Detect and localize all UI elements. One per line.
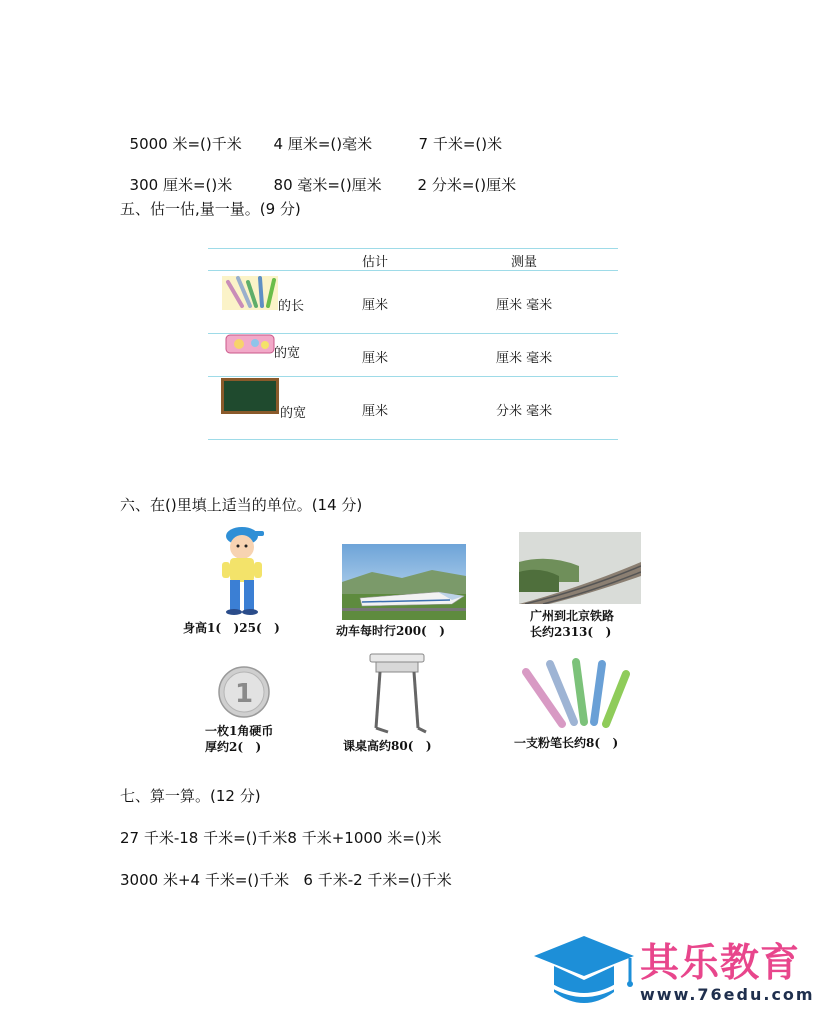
graduation-cap-logo-icon xyxy=(532,934,636,1008)
estimate-measure-table xyxy=(208,248,618,440)
boy-illustration xyxy=(218,522,268,616)
logo-name: 其乐教育 xyxy=(640,941,801,986)
railway-photo xyxy=(519,532,641,604)
bullet-train-photo xyxy=(342,544,466,620)
conversion-item: 4 厘米=()毫米 xyxy=(273,135,373,153)
row-2-object-label: 的宽 xyxy=(274,346,301,361)
section-7-title: 七、算一算。(12 分) xyxy=(120,787,261,805)
section-5-title: 五、估一估,量一量。(9 分) xyxy=(120,200,301,218)
row-1-measure: 厘米 毫米 xyxy=(496,298,553,313)
table-rule xyxy=(208,270,618,271)
row-3-estimate: 厘米 xyxy=(362,404,389,419)
desk-illustration xyxy=(366,652,428,736)
row-1-estimate: 厘米 xyxy=(362,298,389,313)
caption-chalk: 一支粉笔长约8( ) xyxy=(514,736,619,750)
caption-coin: 一枚1角硬币 厚约2( ) xyxy=(205,724,274,754)
table-rule xyxy=(208,248,618,249)
row-2-estimate: 厘米 xyxy=(362,351,389,366)
row-1-object-label: 的长 xyxy=(278,299,305,314)
conversion-item: 300 厘米=()米 xyxy=(129,176,233,194)
chalk-sticks-illustration xyxy=(520,656,632,728)
caption-train: 动车每时行200( ) xyxy=(336,624,445,638)
caption-railway: 广州到北京铁路 长约2313( ) xyxy=(530,609,615,639)
calc-line-1: 27 千米-18 千米=()千米8 千米+1000 米=()米 xyxy=(120,829,442,847)
conversion-item: 7 千米=()米 xyxy=(418,135,503,153)
conversion-item: 2 分米=()厘米 xyxy=(417,176,517,194)
logo-url[interactable]: www.76edu.com xyxy=(640,985,815,1004)
coin-illustration xyxy=(218,666,270,718)
chalk-sticks-icon xyxy=(222,272,278,310)
caption-height: 身高1( )25( ) xyxy=(183,621,280,635)
conversion-item: 5000 米=()千米 xyxy=(129,135,242,153)
header-estimate: 估计 xyxy=(362,255,389,270)
table-rule xyxy=(208,439,618,440)
conversion-row-1 xyxy=(120,115,502,154)
header-measure: 测量 xyxy=(511,255,538,270)
blackboard-icon xyxy=(220,377,280,415)
row-2-measure: 厘米 毫米 xyxy=(496,351,553,366)
section-6-title: 六、在()里填上适当的单位。(14 分) xyxy=(120,496,363,514)
pencil-case-icon xyxy=(225,333,275,355)
caption-desk: 课桌高约80( ) xyxy=(343,739,432,753)
row-3-measure: 分米 毫米 xyxy=(496,404,553,419)
calc-line-2: 3000 米+4 千米=()千米 6 千米-2 千米=()千米 xyxy=(120,871,452,889)
conversion-row-2 xyxy=(120,156,516,195)
conversion-item: 80 毫米=()厘米 xyxy=(273,176,382,194)
row-3-object-label: 的宽 xyxy=(280,406,307,421)
svg-text:1: 1 xyxy=(234,679,254,709)
